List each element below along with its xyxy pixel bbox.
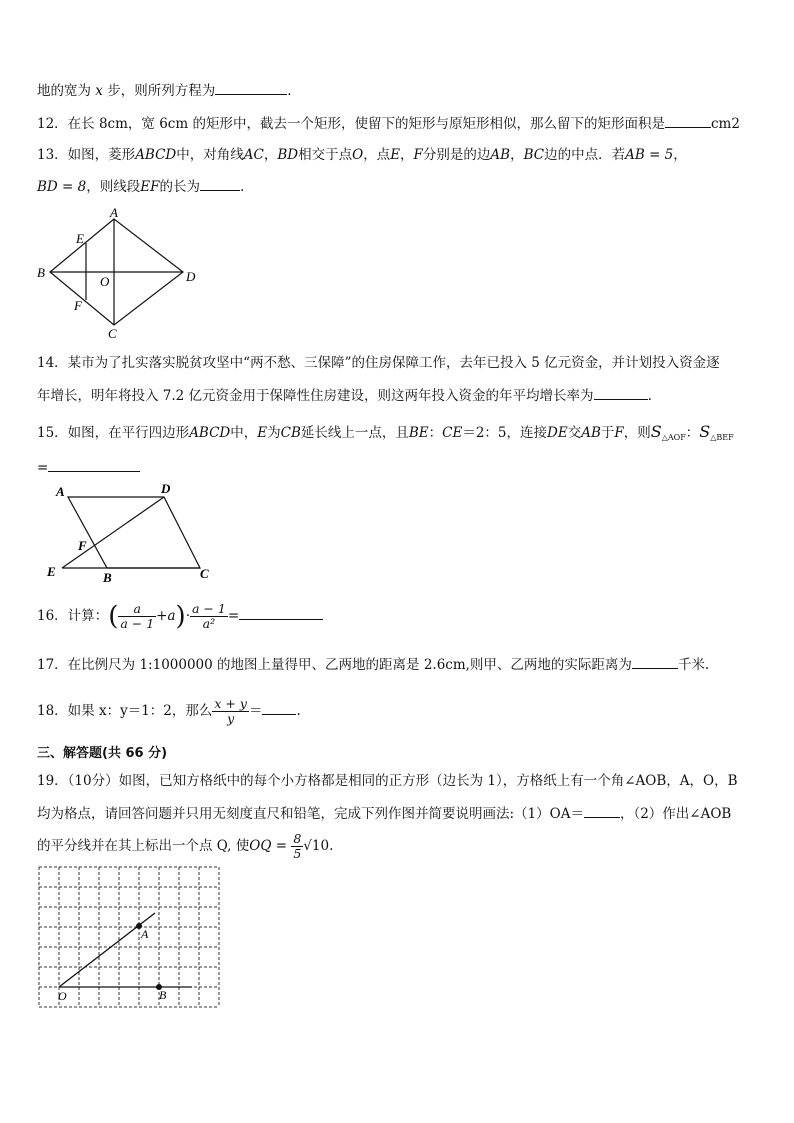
question-17 xyxy=(37,655,709,674)
text: . xyxy=(647,388,652,404)
answer-blank[interactable] xyxy=(48,458,140,472)
subscript: △BEF xyxy=(710,433,734,442)
text: 18．如果 x：y＝1：2，那么 xyxy=(37,703,213,719)
text: . xyxy=(239,179,245,195)
math: BC xyxy=(523,147,545,163)
math: E xyxy=(390,147,401,163)
text: 于 xyxy=(600,425,615,441)
label-C: C xyxy=(108,326,117,340)
question-15-line2 xyxy=(37,458,140,477)
denominator: a² xyxy=(202,616,216,631)
sqrt: √10 xyxy=(303,838,330,854)
text: . xyxy=(287,83,292,99)
rhombus-figure xyxy=(30,205,210,340)
label-F: F xyxy=(74,298,82,313)
math: BD = 8 xyxy=(37,179,87,195)
math: CE xyxy=(442,425,463,441)
text: ， xyxy=(673,147,687,163)
parallelogram-figure xyxy=(40,478,225,586)
text: 14．某市为了扎实落实脱贫攻坚中“两不愁、三保障”的住房保障工作，去年已投入 5 亿元资金，并计划投入资金逐 xyxy=(37,355,720,371)
text: 相交于点 xyxy=(298,147,353,163)
answer-blank[interactable] xyxy=(665,114,711,128)
text: = xyxy=(37,460,49,476)
math: OQ = xyxy=(249,838,288,854)
fraction xyxy=(212,697,249,726)
text: 千米. xyxy=(677,657,710,673)
text: 为 xyxy=(267,425,281,441)
text: 步，则所列方程为 xyxy=(107,83,216,99)
math: ABCD xyxy=(135,147,177,163)
text: ，（2）作出∠AOB xyxy=(619,806,732,822)
text: 12．在长 8cm，宽 6cm 的矩形中，截去一个矩形，使留下的矩形与原矩形相似，那么留下的矩形面积是 xyxy=(37,116,665,132)
label-C: C xyxy=(200,566,209,581)
math: CB xyxy=(280,425,301,441)
fraction xyxy=(291,832,303,861)
grid-figure xyxy=(37,866,221,1008)
text: ，则 xyxy=(623,425,651,441)
math: AB = 5 xyxy=(625,147,674,163)
question-12 xyxy=(37,114,740,133)
question-13-line2 xyxy=(37,177,244,196)
math: EF xyxy=(140,179,160,195)
text: 均为格点，请回答问题并只用无刻度直尺和铅笔，完成下列作图并简要说明画法:（1）OA＝ xyxy=(37,806,584,822)
math: ABCD xyxy=(189,425,231,441)
answer-blank[interactable] xyxy=(262,701,296,715)
label-D: D xyxy=(186,269,196,284)
denominator: y xyxy=(227,711,235,726)
text: ，点 xyxy=(363,147,391,163)
area-symbol: S xyxy=(650,422,662,441)
text: 地的宽为 xyxy=(37,83,91,99)
math: F xyxy=(614,425,624,441)
text: ， xyxy=(510,147,524,163)
text: ， xyxy=(263,147,278,163)
label-B: B xyxy=(37,265,45,280)
numerator: 8 xyxy=(293,831,302,846)
label-A: A xyxy=(56,484,65,499)
math: E xyxy=(257,425,268,441)
math: AC xyxy=(243,147,264,163)
math: +a xyxy=(156,608,176,624)
text: ＝ xyxy=(248,703,263,719)
text: ， xyxy=(400,147,414,163)
text: ： xyxy=(428,425,443,441)
answer-blank[interactable] xyxy=(594,386,648,400)
text: 延长线上一点，且 xyxy=(300,425,409,441)
text: 16．计算： xyxy=(37,608,109,624)
fraction xyxy=(118,602,156,631)
text: . xyxy=(329,838,334,854)
label-A: A xyxy=(110,205,118,220)
text: 的长为 xyxy=(159,179,200,195)
label-O: O xyxy=(58,989,67,1003)
numerator: a xyxy=(118,602,156,617)
math: AB xyxy=(581,425,601,441)
math: F xyxy=(413,147,423,163)
text: 分别是的边 xyxy=(422,147,491,163)
question-19 xyxy=(37,772,738,790)
section-heading: 三、解答题(共 66 分) xyxy=(37,746,168,761)
label-B: B xyxy=(103,570,112,585)
question-16 xyxy=(37,596,323,637)
question-18 xyxy=(37,691,301,731)
paren-open: ( xyxy=(108,601,119,632)
area-symbol: S xyxy=(699,422,711,441)
text: 17．在比例尺为 1:1000000 的地图上量得甲、乙两地的距离是 2.6cm,则甲、乙两地的实际距离为 xyxy=(37,657,632,673)
question-19-line3 xyxy=(37,826,333,866)
paren-close: ) xyxy=(175,601,186,632)
var-x: x xyxy=(95,83,103,99)
label-A: A xyxy=(141,927,149,941)
label-B: B xyxy=(159,988,167,1002)
text: ＝2：5，连接 xyxy=(462,425,548,441)
question-19-line2 xyxy=(37,804,731,823)
label-F: F xyxy=(78,538,87,553)
answer-blank[interactable] xyxy=(632,655,678,669)
question-14-line2 xyxy=(37,386,652,405)
text: cm2 xyxy=(710,116,740,132)
math: BD xyxy=(277,147,299,163)
answer-blank[interactable] xyxy=(200,177,240,191)
denominator: 5 xyxy=(293,846,302,861)
denominator: a − 1 xyxy=(120,616,155,631)
text: ： xyxy=(685,425,700,441)
answer-blank[interactable] xyxy=(584,804,620,818)
numerator: x + y xyxy=(214,696,247,711)
question-15 xyxy=(37,423,734,447)
label-D: D xyxy=(161,481,171,496)
text: 15．如图，在平行四边形 xyxy=(37,425,190,441)
answer-blank[interactable] xyxy=(215,81,287,95)
subscript: △AOF xyxy=(661,433,686,442)
answer-blank[interactable] xyxy=(239,606,323,620)
text: · xyxy=(185,608,190,624)
question-14 xyxy=(37,354,720,372)
text: 边的中点．若 xyxy=(544,147,626,163)
label-O: O xyxy=(100,274,110,289)
text: = xyxy=(227,608,240,624)
text: 19．（10分）如图，已知方格纸中的每个小方格都是相同的正方形（边长为 1），方格纸上有一个角∠AOB，A，O，B xyxy=(37,773,738,789)
text: 的平分线并在其上标出一个点 Q, 使 xyxy=(37,838,250,854)
text: 交 xyxy=(567,425,582,441)
text: 中，对角线 xyxy=(176,147,244,163)
math: BE xyxy=(408,425,429,441)
fraction xyxy=(190,602,228,631)
label-E: E xyxy=(76,231,84,246)
text: . xyxy=(296,703,301,719)
math: DE xyxy=(547,425,568,441)
text: 年增长，明年将投入 7.2 亿元资金用于保障性住房建设，则这两年投入资金的年平均增长率为 xyxy=(37,388,594,404)
text: ，则线段 xyxy=(86,179,141,195)
numerator: a − 1 xyxy=(192,601,226,616)
text: 中， xyxy=(230,425,258,441)
math: O xyxy=(352,147,364,163)
label-E: E xyxy=(47,564,56,579)
text: 13．如图，菱形 xyxy=(37,147,136,163)
line-q11-tail xyxy=(37,81,292,100)
question-13 xyxy=(37,146,687,164)
math: AB xyxy=(490,147,511,163)
